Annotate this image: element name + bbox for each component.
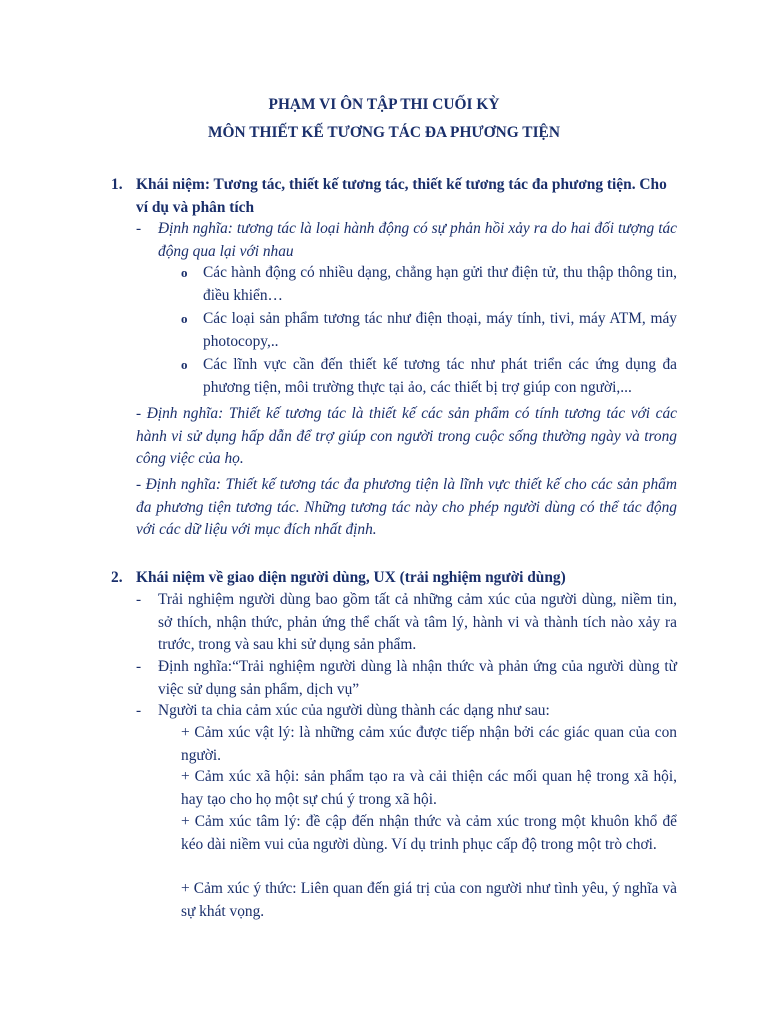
ux-item (136, 700, 677, 723)
definition-3: - Định nghĩa: Thiết kế tương tác đa phương tiện là lĩnh vực thiết kế cho các sản phẩm đa phương tiện tương tác. Những tương tác này cho phép người dùng có thể tác động với các dữ liệu với mục đích nhất định. (136, 476, 677, 538)
emotion-type-item: + Cảm xúc xã hội: sản phẩm tạo ra và cải thiện các mối quan hệ trong xã hội, hay tạo cho họ một sự chú ý trong xã hội. (181, 768, 677, 808)
definition-text: Định nghĩa: tương tác là loại hành động có sự phản hồi xảy ra do hai đối tượng tác động qua lại với nhau (158, 220, 677, 260)
section-1-heading (111, 174, 681, 219)
emotion-type-item: + Cảm xúc tâm lý: đề cập đến nhận thức và cảm xúc trong một khuôn khổ để kéo dài niềm vui của người dùng. Ví dụ trinh phục cấp độ trong một trò chơi. (181, 813, 677, 853)
ux-item-text: Người ta chia cảm xúc của người dùng thành các dạng như sau: (158, 702, 550, 719)
doc-title-line1: PHẠM VI ÔN TẬP THI CUỐI KỲ (268, 96, 500, 113)
ux-item (136, 656, 677, 701)
bullet-marker: o (181, 311, 188, 326)
dash-marker: - (136, 591, 142, 608)
definition-1 (136, 218, 677, 263)
ux-item (136, 589, 677, 657)
section-number: 1. (111, 176, 123, 193)
bullet-marker: o (181, 265, 188, 280)
emotion-type-item: + Cảm xúc vật lý: là những cảm xúc được tiếp nhận bởi các giác quan của con người. (181, 724, 677, 764)
bullet-item (181, 262, 677, 307)
doc-title-line2: MÔN THIẾT KẾ TƯƠNG TÁC ĐA PHƯƠNG TIỆN (208, 124, 560, 141)
bullet-text: Các hành động có nhiều dạng, chẳng hạn gửi thư điện tử, thu thập thông tin, điều khiển… (203, 264, 677, 304)
dash-marker: - (136, 702, 142, 719)
bullet-text: Các lĩnh vực cần đến thiết kế tương tác như phát triển các ứng dụng đa phương tiện, môi trường thực tại ảo, các thiết bị trợ giúp con người,... (203, 356, 677, 396)
dash-marker: - (136, 658, 142, 675)
section-heading-text: Khái niệm về giao diện người dùng, UX (trải nghiệm người dùng) (136, 569, 566, 586)
bullet-text: Các loại sản phẩm tương tác như điện thoại, máy tính, tivi, máy ATM, máy photocopy,.. (203, 310, 677, 350)
emotion-type-item: + Cảm xúc ý thức: Liên quan đến giá trị của con người như tình yêu, ý nghĩa và sự khát vọng. (181, 880, 677, 920)
bullet-item (181, 308, 677, 353)
section-heading-text: Khái niệm: Tương tác, thiết kế tương tác, thiết kế tương tác đa phương tiện. Cho ví dụ và phân tích (136, 176, 667, 216)
definition-2: - Định nghĩa: Thiết kế tương tác là thiết kế các sản phẩm có tính tương tác với các hành vi sử dụng hấp dẫn để trợ giúp con người trong cuộc sống thường ngày và trong công việc của họ. (136, 405, 677, 467)
dash-marker: - (136, 220, 142, 237)
section-number: 2. (111, 569, 123, 586)
bullet-item (181, 354, 677, 399)
ux-item-text: Định nghĩa:“Trải nghiệm người dùng là nhận thức và phản ứng của người dùng từ việc sử dụng sản phẩm, dịch vụ” (158, 658, 677, 698)
bullet-marker: o (181, 357, 188, 372)
section-2-heading (111, 567, 681, 590)
ux-item-text: Trải nghiệm người dùng bao gồm tất cả những cảm xúc của người dùng, niềm tin, sở thích, nhận thức, phản ứng thể chất và tâm lý, hành vi và thành tích nào xảy ra trước, trong và sau khi sử dụng sản phẩm. (158, 591, 677, 653)
